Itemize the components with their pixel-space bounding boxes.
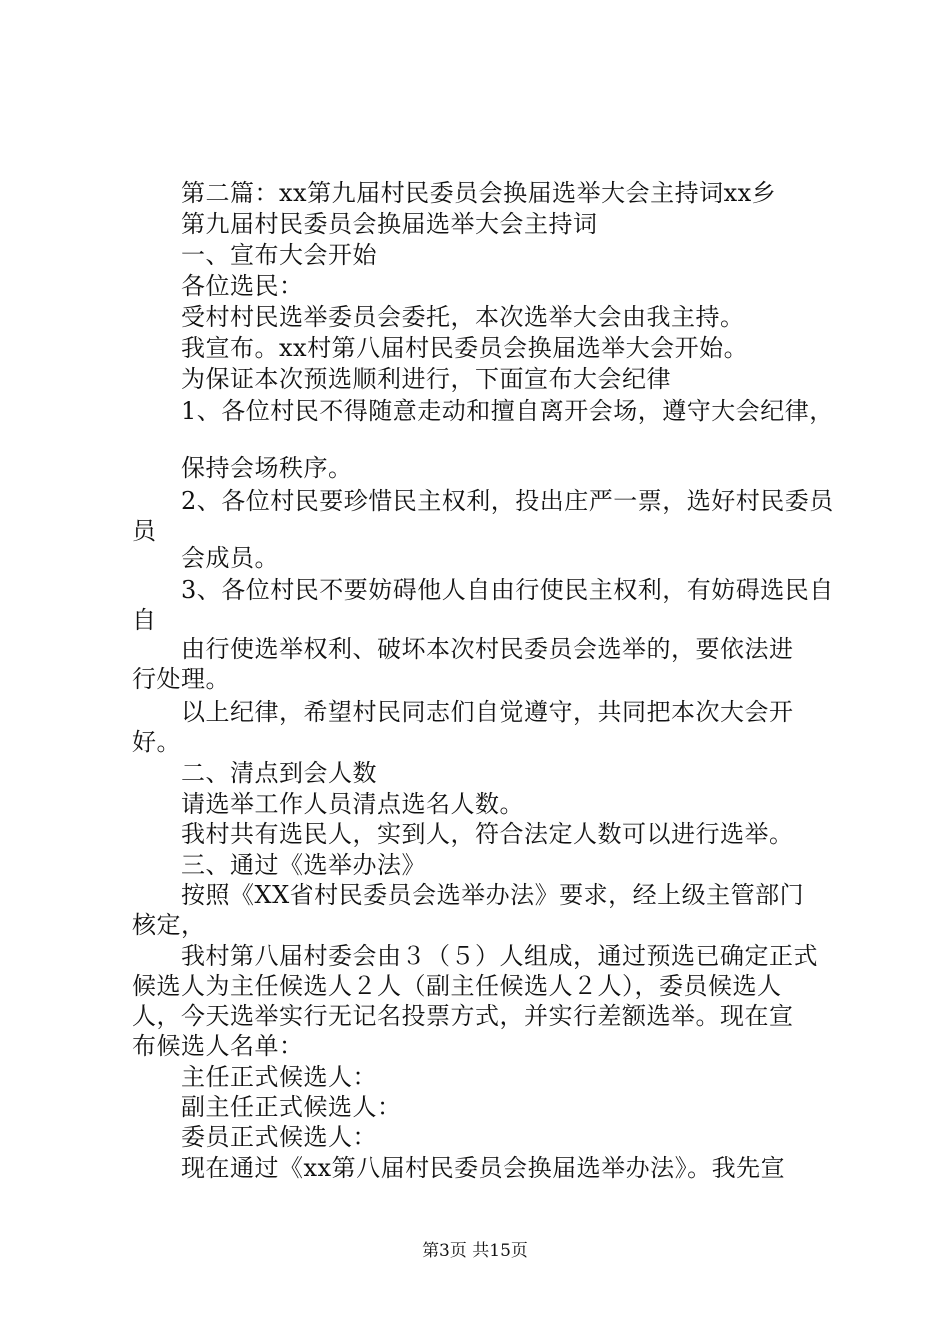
paragraph-line: 现在通过《xx第八届村民委员会换届选举办法》。我先宣 — [181, 1154, 786, 1182]
paragraph-line: 按照《XX省村民委员会选举办法》要求，经上级主管部门 — [181, 881, 805, 909]
rule-line-3-wrap: 自 — [132, 606, 157, 634]
section-heading-2: 二、清点到会人数 — [181, 759, 377, 787]
paragraph-line: 为保证本次预选顺利进行，下面宣布大会纪律 — [181, 365, 671, 393]
rule-line-1-cont: 保持会场秩序。 — [181, 454, 353, 482]
paragraph-line: 我宣布。xx村第八届村民委员会换届选举大会开始。 — [181, 334, 749, 362]
paragraph-line: 人，今天选举实行无记名投票方式，并实行差额选举。现在宣 — [132, 1002, 794, 1030]
paragraph-line: 各位选民： — [181, 272, 304, 300]
paragraph-line: 我村共有选民人，实到人，符合法定人数可以进行选举。 — [181, 820, 794, 848]
rule-line-1: 1、各位村民不得随意走动和擅自离开会场，遵守大会纪律， — [181, 397, 834, 425]
paragraph-line: 以上纪律，希望村民同志们自觉遵守，共同把本次大会开 — [181, 698, 794, 726]
paragraph-line: 候选人为主任候选人２人（副主任候选人２人），委员候选人 — [132, 972, 782, 1000]
rule-line-3-cont: 由行使选举权利、破坏本次村民委员会选举的，要依法进 — [181, 635, 794, 663]
heading-line-2: 第九届村民委员会换届选举大会主持词 — [181, 210, 598, 238]
rule-line-2: 2、各位村民要珍惜民主权利，投出庄严一票，选好村民委员 — [181, 487, 834, 515]
rule-line-3: 3、各位村民不要妨碍他人自由行使民主权利，有妨碍选民自 — [181, 576, 834, 604]
section-heading-1: 一、宣布大会开始 — [181, 241, 377, 269]
paragraph-line: 受村村民选举委员会委托，本次选举大会由我主持。 — [181, 303, 745, 331]
heading-line-1: 第二篇：xx第九届村民委员会换届选举大会主持词xx乡 — [181, 179, 777, 207]
rule-line-2-cont: 会成员。 — [181, 544, 279, 572]
paragraph-line: 请选举工作人员清点选名人数。 — [181, 790, 524, 818]
rule-line-3-end: 行处理。 — [132, 665, 230, 693]
paragraph-line: 布候选人名单： — [132, 1032, 304, 1060]
candidate-label-director: 主任正式候选人： — [181, 1063, 377, 1091]
candidate-label-member: 委员正式候选人： — [181, 1123, 377, 1151]
section-heading-3: 三、通过《选举办法》 — [181, 851, 426, 879]
candidate-label-deputy: 副主任正式候选人： — [181, 1093, 402, 1121]
rule-line-2-wrap: 员 — [132, 517, 157, 545]
page-footer: 第3页 共15页 — [422, 1241, 528, 1261]
paragraph-line: 我村第八届村委会由３（５）人组成，通过预选已确定正式 — [181, 942, 818, 970]
paragraph-line: 好。 — [132, 728, 181, 756]
paragraph-line: 核定， — [132, 911, 206, 939]
